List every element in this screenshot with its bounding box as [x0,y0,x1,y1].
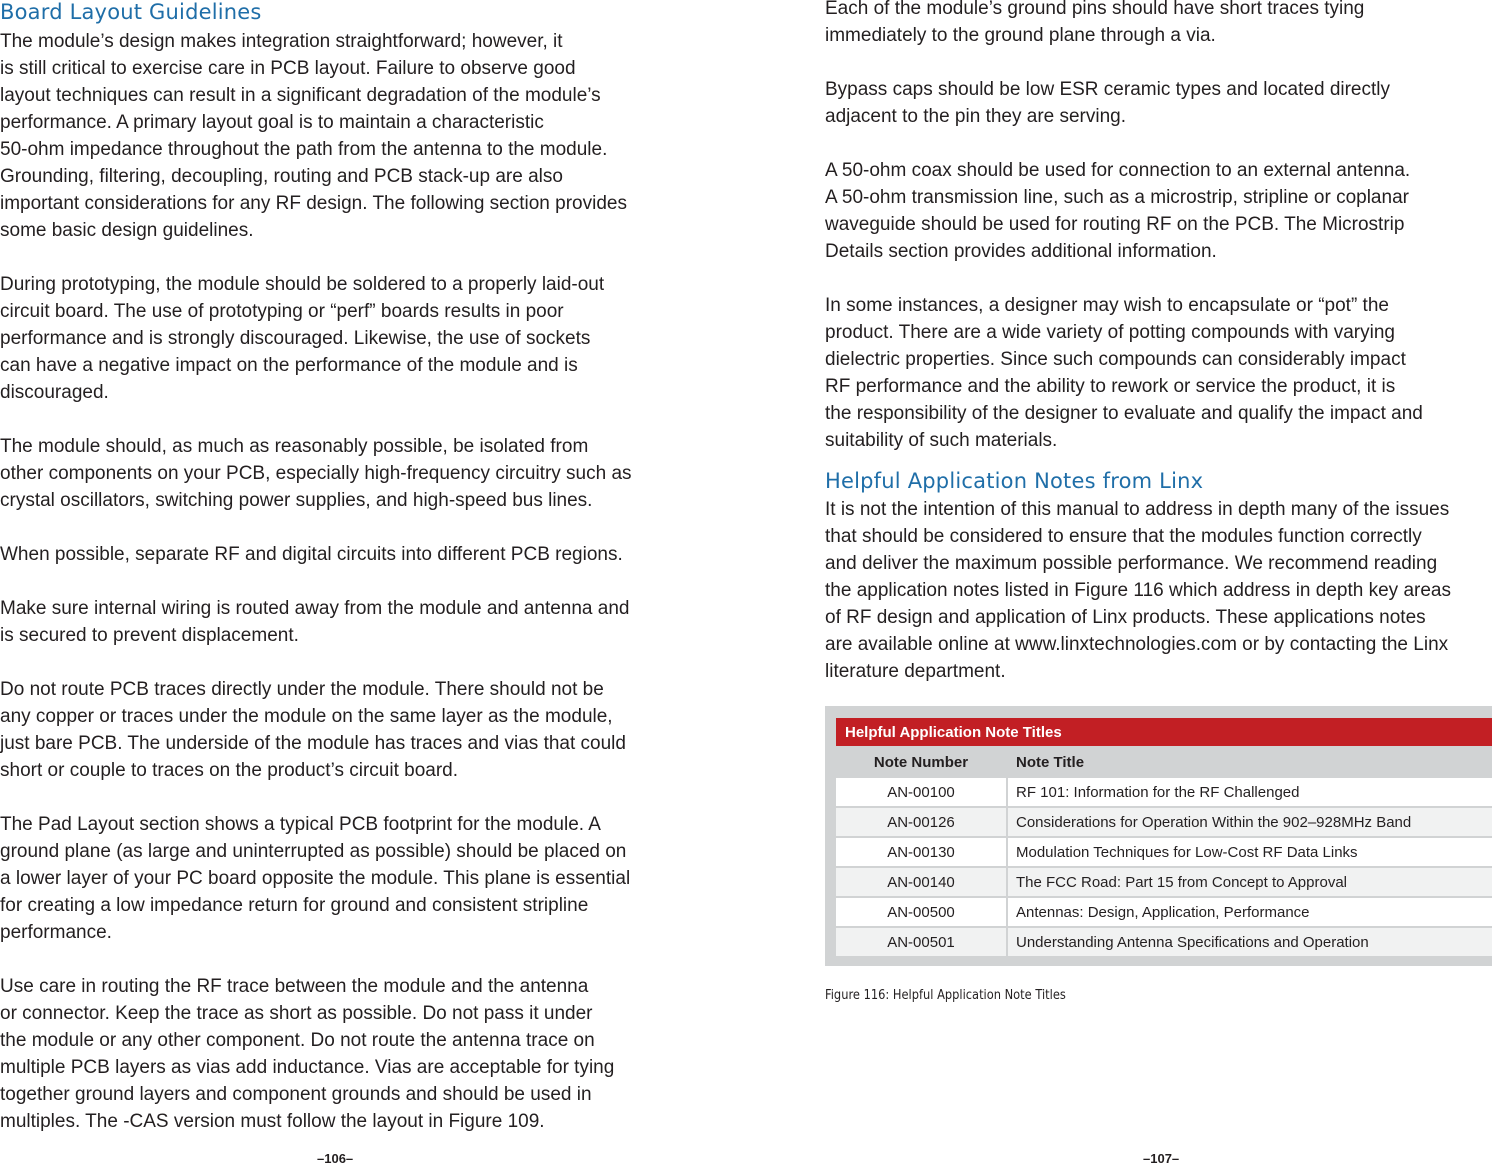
paragraph: Do not route PCB traces directly under the module. There should not be any copper or traces under the module on the same layer as the module, just bare PCB. The underside of the module has traces and vias that could short or couple to traces on the product’s circuit board. [0,679,626,781]
column-header-note-number: Note Number [873,753,969,771]
application-notes-figure [825,706,1492,966]
note-title: Understanding Antenna Specifications and Operation [1006,928,1492,956]
column-header-note-title: Note Title [1016,753,1085,771]
table-row [836,808,1492,836]
paragraph: When possible, separate RF and digital circuits into different PCB regions. [0,544,623,565]
paragraph: Make sure internal wiring is routed away from the module and antenna and is secured to prevent displacement. [0,598,630,646]
paragraph: Bypass caps should be low ESR ceramic types and located directly adjacent to the pin they are serving. [825,79,1390,127]
section-paragraph: It is not the intention of this manual to address in depth many of the issues that should be considered to ensure that the modules function correctly and deliver the maximum possible performance. We recommend reading the application notes listed in Figure 116 which address in depth key areas of RF design and application of Linx products. These applications notes are available online at www.linxtechnologies.com or by contacting the Linx literature department. [825,499,1451,682]
page-number: –107– [1143,1151,1180,1166]
paragraph: The module should, as much as reasonably possible, be isolated from other components on your PCB, especially high-frequency circuitry such as crystal oscillators, switching power supplies, and high-speed bus lines. [0,436,632,511]
table-row [836,868,1492,896]
table-header-row [836,748,1492,776]
right-page [825,0,1492,1167]
table-row [836,898,1492,926]
left-page [0,0,680,1167]
paragraph: In some instances, a designer may wish to encapsulate or “pot” the product. There are a wide variety of potting compounds with varying dielectric properties. Since such compounds can considerably impact RF performance and the ability to rework or service the product, it is the responsibility of the designer to evaluate and qualify the impact and suitability of such materials. [825,295,1423,451]
paragraph: Use care in routing the RF trace between the module and the antenna or connector. Keep the trace as short as possible. Do not pass it under the module or any other component. Do not route the antenna trace on multiple PCB layers as vias add inductance. Vias are acceptable for tying together ground layers and component grounds and should be used in multiples. The -CAS version must follow the layout in Figure 109. [0,976,615,1132]
table-row [836,928,1492,956]
note-number: AN-00130 [836,838,1006,866]
table-title: Helpful Application Note Titles [836,718,1492,746]
right-body [825,0,1492,685]
page-number: –106– [317,1151,354,1166]
paragraph: Each of the module’s ground pins should have short traces tying immediately to the ground plane through a via. [825,0,1365,46]
note-title: Antennas: Design, Application, Performance [1006,898,1492,926]
paragraph: The module’s design makes integration straightforward; however, it is still critical to exercise care in PCB layout. Failure to observe good layout techniques can result in a significant degradation of the module’s performance. A primary layout goal is to maintain a characteristic 50-ohm impedance throughout the path from the antenna to the module. Grounding, filtering, decoupling, routing and PCB stack-up are also important considerations for any RF design. The following section provides some basic design guidelines. [0,31,627,241]
application-notes-heading: Helpful Application Notes from Linx [825,469,1204,493]
table-row [836,778,1492,806]
application-notes-table [836,716,1492,958]
note-number: AN-00500 [836,898,1006,926]
paragraph: The Pad Layout section shows a typical PCB footprint for the module. A ground plane (as large and uninterrupted as possible) should be placed on a lower layer of your PC board opposite the module. This plane is essential for creating a low impedance return for ground and consistent stripline performance. [0,814,631,943]
note-number: AN-00140 [836,868,1006,896]
paragraph: During prototyping, the module should be soldered to a properly laid-out circuit board. The use of prototyping or “perf” boards results in poor performance and is strongly discouraged. Likewise, the use of sockets can have a negative impact on the performance of the module and is discouraged. [0,274,605,403]
table-title-row [836,718,1492,746]
board-layout-heading: Board Layout Guidelines [0,0,262,24]
left-body [0,28,680,1135]
note-title: Considerations for Operation Within the 902–928MHz Band [1006,808,1492,836]
note-number: AN-00126 [836,808,1006,836]
note-number: AN-00100 [836,778,1006,806]
note-number: AN-00501 [836,928,1006,956]
figure-caption: Figure 116: Helpful Application Note Titles [825,988,1066,1003]
paragraph: A 50-ohm coax should be used for connection to an external antenna. A 50-ohm transmission line, such as a microstrip, stripline or coplanar waveguide should be used for routing RF on the PCB. The Microstrip Details section provides additional information. [825,160,1411,262]
note-title: Modulation Techniques for Low-Cost RF Data Links [1006,838,1492,866]
note-title: The FCC Road: Part 15 from Concept to Approval [1006,868,1492,896]
table-row [836,838,1492,866]
note-title: RF 101: Information for the RF Challenged [1006,778,1492,806]
